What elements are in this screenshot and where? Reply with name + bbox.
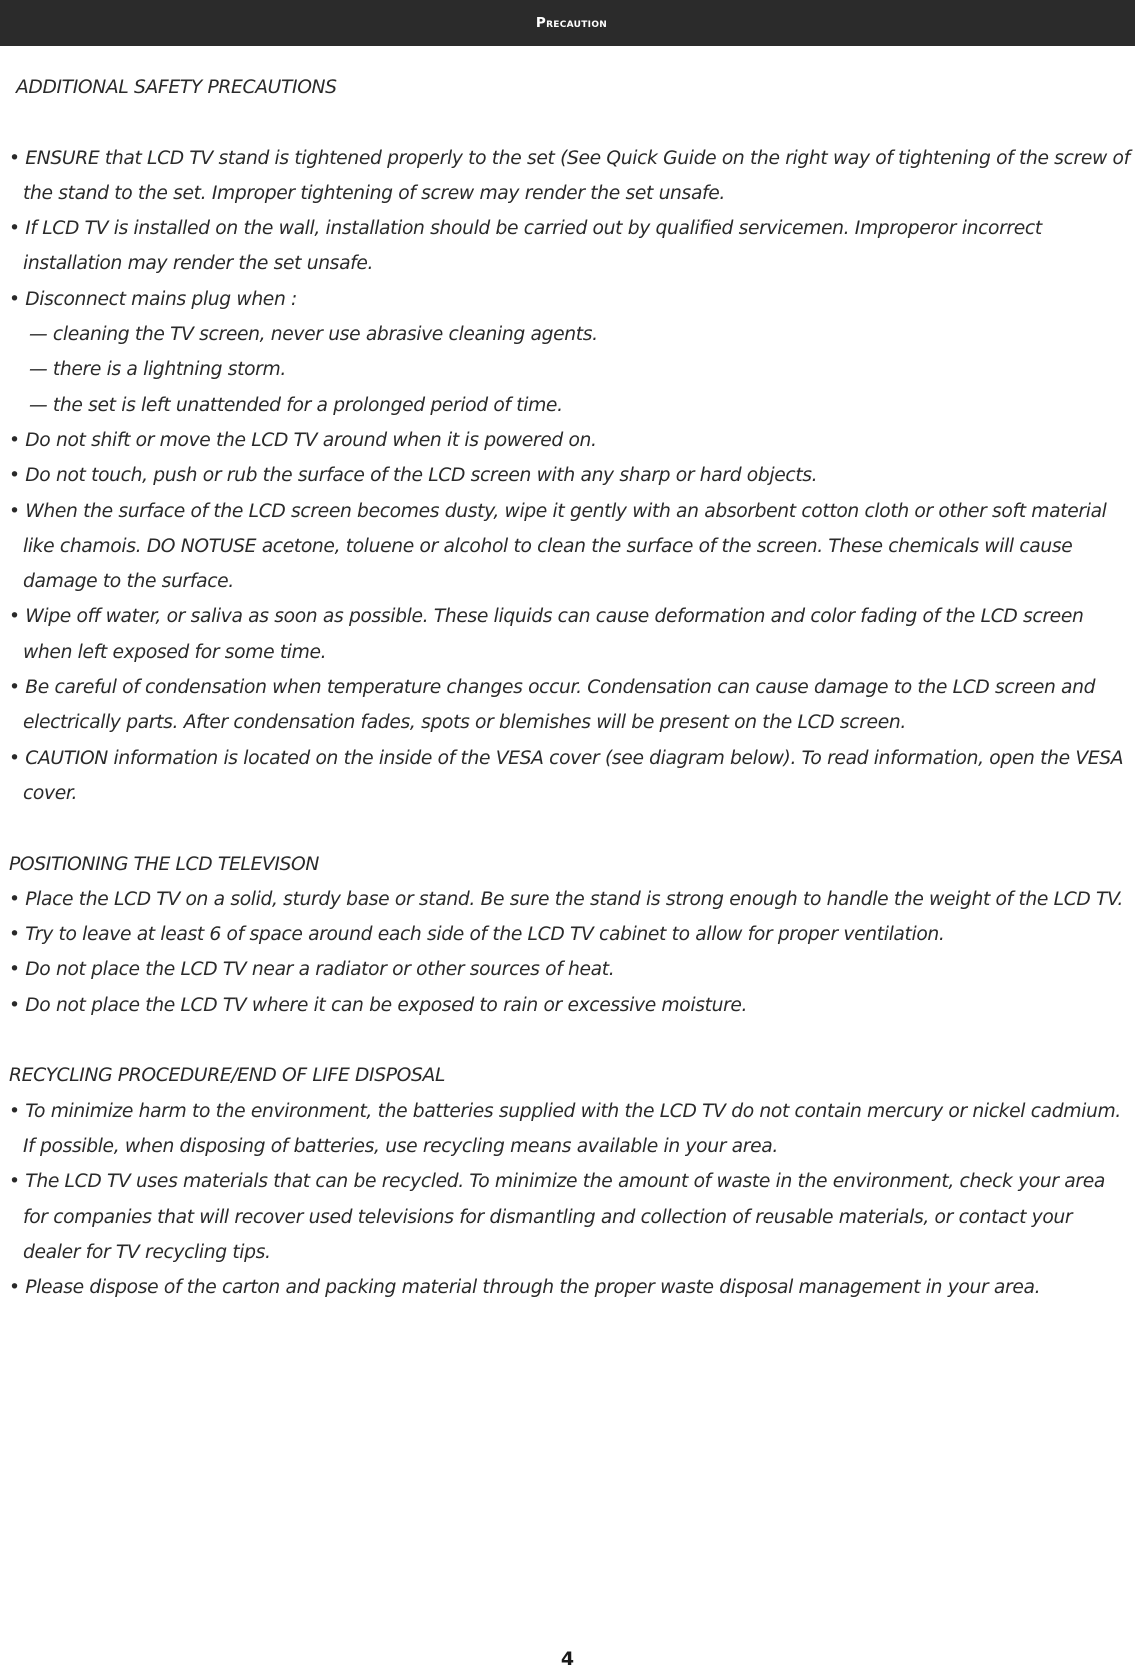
page-number: 4 — [560, 1648, 575, 1670]
list-item: • Do not place the LCD TV near a radiator or other sources of heat. — [9, 959, 615, 981]
list-item: • Try to leave at least 6 of space around each side of the LCD TV cabinet to allow for proper ventilation. — [9, 924, 945, 946]
section-positioning — [9, 847, 1131, 1023]
list-item: • Place the LCD TV on a solid, sturdy base or stand. Be sure the stand is strong enough to handle the weight of the LCD TV. — [9, 888, 1123, 910]
section-heading: POSITIONING THE LCD TELEVISON — [9, 853, 320, 875]
page-title: Precaution — [535, 15, 608, 31]
list-item: • Do not place the LCD TV where it can be exposed to rain or excessive moisture. — [9, 994, 748, 1016]
list-item: • If LCD TV is installed on the wall, installation should be carried out by qualified servicemen. Improperor incorrect installation may render the set unsafe. — [9, 218, 1042, 275]
sub-list-item: — cleaning the TV screen, never use abrasive cleaning agents. — [29, 324, 598, 346]
list-item: • Wipe off water, or saliva as soon as possible. These liquids can cause deformation and color fading of the LCD screen when left exposed for some time. — [9, 606, 1084, 663]
section-heading: RECYCLING PROCEDURE/END OF LIFE DISPOSAL — [9, 1065, 446, 1087]
list-item: • Please dispose of the carton and packing material through the proper waste disposal management in your area. — [9, 1277, 1041, 1299]
list-item: • Do not touch, push or rub the surface of the LCD screen with any sharp or hard objects. — [9, 465, 818, 487]
list-item: • Do not shift or move the LCD TV around when it is powered on. — [9, 429, 597, 451]
section-heading: ADDITIONAL SAFETY PRECAUTIONS — [16, 77, 337, 98]
list-item: • The LCD TV uses materials that can be recycled. To minimize the amount of waste in the environment, check your area for companies that will recover used televisions for dismantling and collection of reusable materials, or contact your dealer for TV recycling tips. — [9, 1171, 1105, 1263]
list-item: • ENSURE that LCD TV stand is tightened properly to the set (See Quick Guide on the right way of tightening of the screw of the stand to the set. Improper tightening of screw may render the set unsafe. — [9, 147, 1130, 204]
list-item: • When the surface of the LCD screen becomes dusty, wipe it gently with an absorbent cotton cloth or other soft material like chamois. DO NOTUSE acetone, toluene or alcohol to clean the surface of the screen. These chemicals will cause damage to the surface. — [9, 500, 1107, 593]
list-item: • Be careful of condensation when temperature changes occur. Condensation can cause damage to the LCD screen and electrically parts. After condensation fades, spots or blemishes will be present on the LCD screen. — [9, 677, 1096, 734]
list-item: • CAUTION information is located on the inside of the VESA cover (see diagram below). To read information, open the VESA cover. — [9, 747, 1124, 804]
list-item: • Disconnect mains plug when : — [9, 288, 297, 310]
section-safety — [9, 70, 1131, 811]
sub-list-item: — there is a lightning storm. — [29, 359, 286, 381]
page-content — [9, 70, 1131, 1305]
header-bar — [0, 0, 1135, 46]
section-recycling — [9, 1058, 1131, 1305]
sub-list-item: — the set is left unattended for a prolonged period of time. — [29, 394, 563, 416]
list-item: • To minimize harm to the environment, the batteries supplied with the LCD TV do not contain mercury or nickel cadmium. If possible, when disposing of batteries, use recycling means available in your area. — [9, 1100, 1121, 1157]
